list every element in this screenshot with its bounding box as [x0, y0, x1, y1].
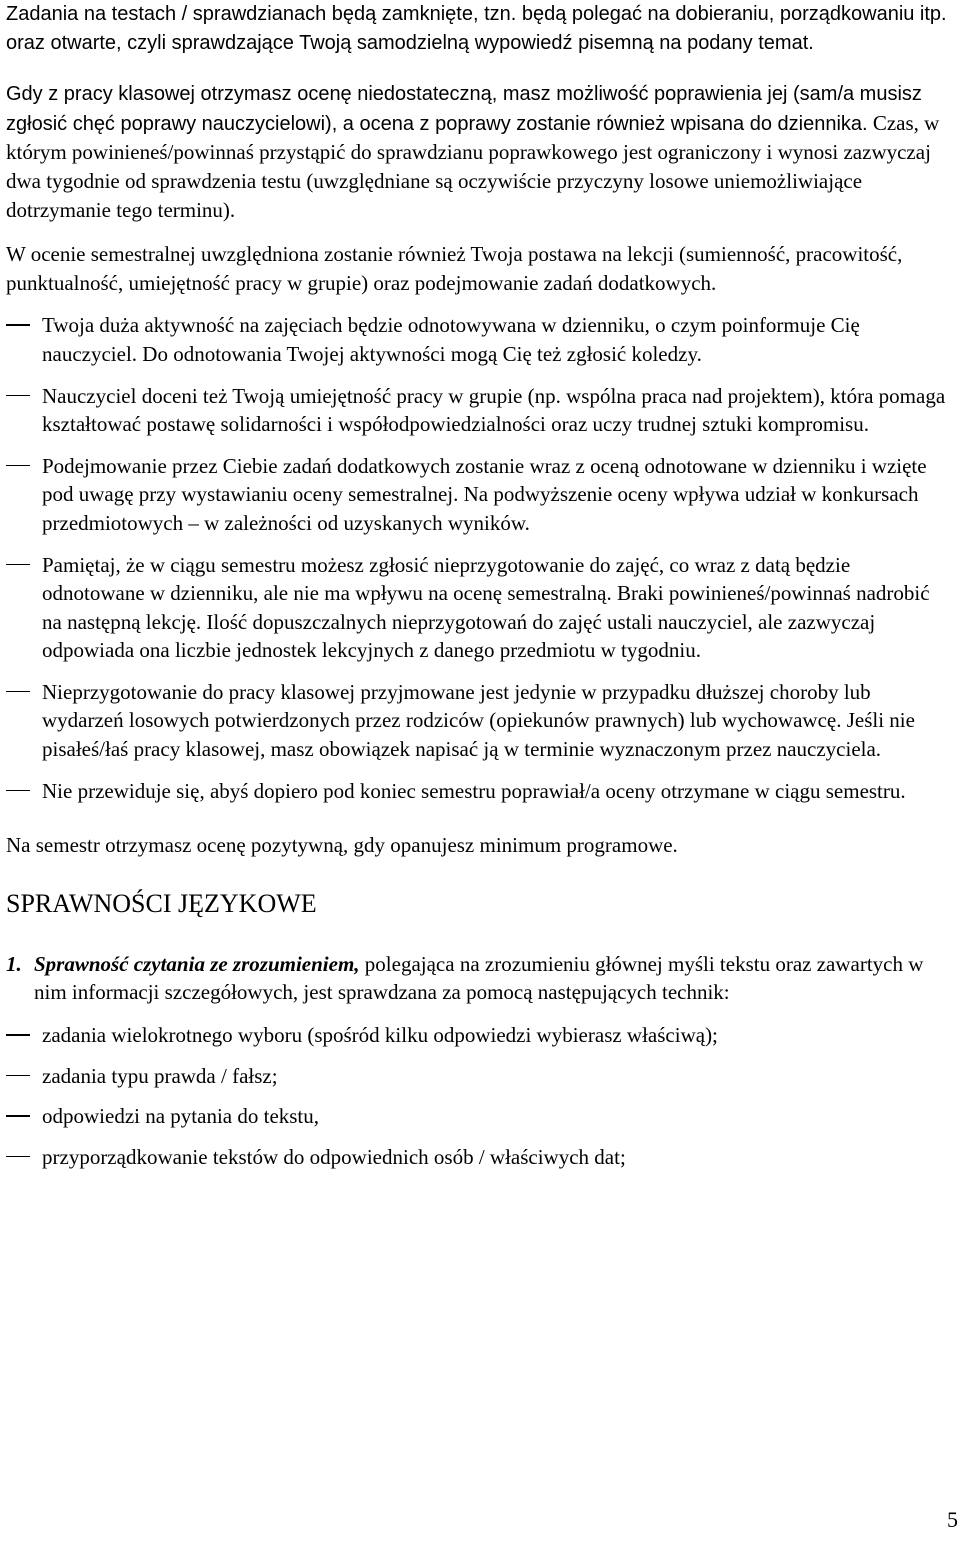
- item-term: Sprawność czytania ze zrozumieniem,: [34, 951, 360, 976]
- dash-icon: [6, 691, 30, 693]
- numbered-item: [6, 950, 954, 1007]
- retake-serif-text: Czas, w którym powinieneś/powinnaś przystąpić do sprawdzianu poprawkowego jest ograniczony i wynosi zazwyczaj dwa tygodnie od sprawdzenia testu (uwzględniane są oczywiście przyczyny losowe uniemożliwiające dotrzymanie tego terminu).: [6, 110, 940, 222]
- item-text: polegająca na zrozumieniu głównej myśli tekstu oraz zawartych w nim informacji szczegółowych, jest sprawdzana za pomocą następujących technik:: [34, 951, 924, 1005]
- list-item: zadania typu prawda / fałsz;: [6, 1062, 954, 1091]
- retake-paragraph: [6, 79, 954, 224]
- list-item: Nauczyciel doceni też Twoją umiejętność pracy w grupie (np. wspólna praca nad projektem), która pomaga kształtować postawę solidarności i współodpowiedzialności oraz uczy trudnej sztuki kompromisu.: [6, 382, 954, 439]
- dash-icon: [6, 1034, 30, 1036]
- semester-paragraph: W ocenie semestralnej uwzględniona zostanie również Twoja postawa na lekcji (sumienność, pracowitość, punktualność, umiejętność pracy w grupie) oraz podejmowanie zadań dodatkowych.: [6, 242, 903, 295]
- page-number: 5: [947, 1507, 958, 1532]
- minimum-paragraph: Na semestr otrzymasz ocenę pozytywną, gdy opanujesz minimum programowe.: [6, 833, 678, 858]
- dash-icon: [6, 1156, 30, 1158]
- retake-sans-text: Gdy z pracy klasowej otrzymasz ocenę niedostateczną, masz możliwość poprawienia jej (sam/a musisz zgłosić chęć poprawy nauczycielowi), a ocena z poprawy zostanie również wpisana do dziennika.: [6, 83, 922, 135]
- list-item: przyporządkowanie tekstów do odpowiednich osób / właściwych dat;: [6, 1143, 954, 1172]
- list-item: Twoja duża aktywność na zajęciach będzie odnotowywana w dzienniku, o czym poinformuje Cię nauczyciel. Do odnotowania Twojej aktywności mogą Cię też zgłosić koledzy.: [6, 311, 954, 368]
- dash-icon: [6, 324, 30, 326]
- dash-icon: [6, 1115, 30, 1117]
- dash-icon: [6, 790, 30, 792]
- dash-icon: [6, 1075, 30, 1077]
- list-item: Podejmowanie przez Ciebie zadań dodatkowych zostanie wraz z oceną odnotowane w dzienniku i wzięte pod uwagę przy wystawianiu oceny semestralnej. Na podwyższenie oceny wpływa udział w konkursach przedmiotowych – w zależności od uzyskanych wyników.: [6, 452, 954, 538]
- dash-icon: [6, 465, 30, 467]
- list-item: Nieprzygotowanie do pracy klasowej przyjmowane jest jedynie w przypadku dłuższej choroby lub wydarzeń losowych potwierdzonych przez rodziców (opiekunów prawnych) lub wychowawcę. Jeśli nie pisałeś/łaś pracy klasowej, masz obowiązek napisać ją w terminie wyznaczonym przez nauczyciela.: [6, 678, 954, 764]
- list-item: zadania wielokrotnego wyboru (spośród kilku odpowiedzi wybierasz właściwą);: [6, 1021, 954, 1050]
- dash-icon: [6, 395, 30, 397]
- semester-bullet-list: [6, 311, 954, 805]
- list-item: Pamiętaj, że w ciągu semestru możesz zgłosić nieprzygotowanie do zajęć, co wraz z datą będzie odnotowane w dzienniku, ale nie ma wpływu na ocenę semestralną. Braki powinieneś/powinnaś nadrobić na następną lekcję. Ilość dopuszczalnych nieprzygotowań do zajęć ustali nauczyciel, ale zazwyczaj odpowiada ona liczbie jednostek lekcyjnych z danego przedmiotu w tygodniu.: [6, 551, 954, 665]
- list-item: Nie przewiduje się, abyś dopiero pod koniec semestru poprawiał/a oceny otrzymane w ciągu semestru.: [6, 777, 954, 806]
- intro-paragraph: Zadania na testach / sprawdzianach będą zamknięte, tzn. będą polegać na dobieraniu, porządkowaniu itp. oraz otwarte, czyli sprawdzające Twoją samodzielną wypowiedź pisemną na podany temat.: [6, 3, 947, 54]
- document-page: [6, 0, 954, 1171]
- techniques-list: [6, 1021, 954, 1171]
- dash-icon: [6, 564, 30, 566]
- item-number: 1.: [6, 951, 22, 976]
- section-heading: SPRAWNOŚCI JĘZYKOWE: [6, 888, 317, 918]
- list-item: odpowiedzi na pytania do tekstu,: [6, 1102, 954, 1131]
